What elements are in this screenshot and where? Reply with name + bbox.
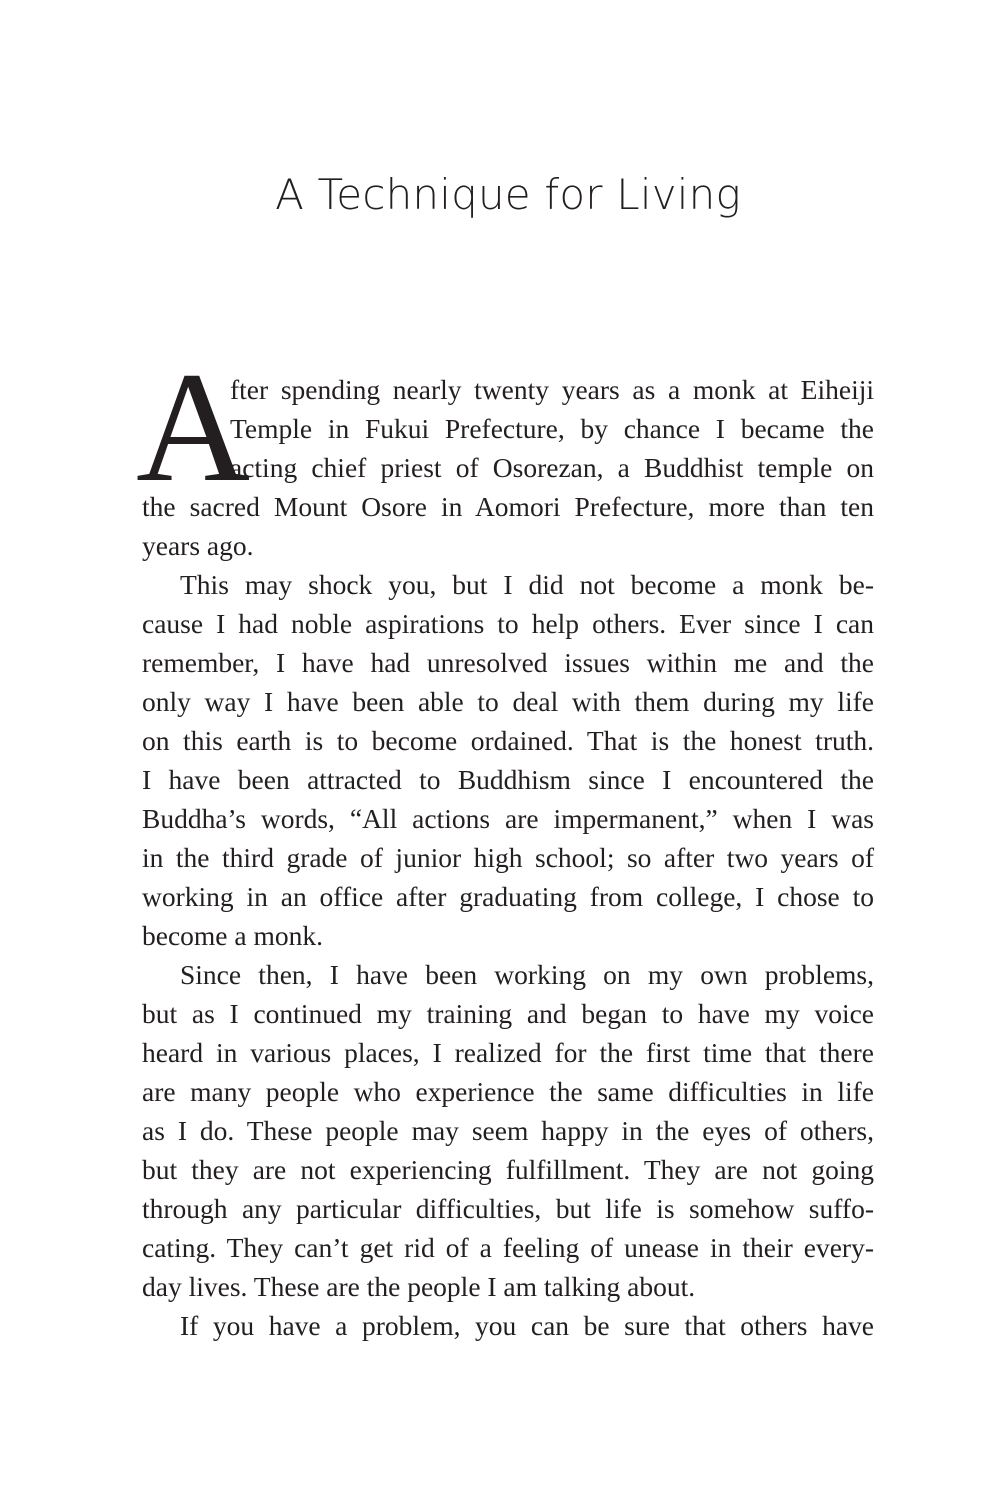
text-line: cating. They can’t get rid of a feeling of unease in their every- [142,1232,874,1263]
body-text [136,340,874,1345]
text-line: remember, I have had unresolved issues within me and the [142,647,874,678]
text-line: Since then, I have been working on my own problems, [180,959,874,990]
text-line: Buddha’s words, “All actions are impermanent,” when I was [142,803,874,834]
chapter-title: A Technique for Living [275,170,741,219]
text-line: but they are not experiencing fulfillment. They are not going [142,1154,874,1185]
text-line: Temple in Fukui Prefecture, by chance I became the [230,413,874,444]
text-line: years ago. [142,530,254,561]
text-line: as I do. These people may seem happy in the eyes of others, [142,1115,874,1146]
text-line: I have been attracted to Buddhism since I encountered the [142,764,874,795]
text-line: working in an office after graduating from college, I chose to [142,881,874,912]
text-line: on this earth is to become ordained. That is the honest truth. [142,725,874,756]
text-line: heard in various places, I realized for the first time that there [142,1037,874,1068]
text-line: are many people who experience the same difficulties in life [142,1076,874,1107]
text-line: acting chief priest of Osorezan, a Buddhist temple on [230,452,874,483]
text-line: only way I have been able to deal with them during my life [142,686,874,717]
body-lines [142,487,874,1345]
text-line: but as I continued my training and began to have my voice [142,998,874,1029]
text-line: in the third grade of junior high school; so after two years of [142,842,874,873]
text-line: the sacred Mount Osore in Aomori Prefecture, more than ten [142,491,874,522]
text-line: become a monk. [142,920,323,951]
drop-cap-lines [230,370,874,487]
text-line: through any particular difficulties, but life is somehow suffo- [142,1193,874,1224]
text-line: If you have a problem, you can be sure that others have [180,1310,874,1341]
text-line: fter spending nearly twenty years as a monk at Eiheiji [230,374,874,405]
drop-cap: A [136,340,251,515]
text-line: day lives. These are the people I am talking about. [142,1271,696,1302]
text-line: This may shock you, but I did not become a monk be- [180,569,874,600]
text-line: cause I had noble aspirations to help others. Ever since I can [142,608,874,639]
